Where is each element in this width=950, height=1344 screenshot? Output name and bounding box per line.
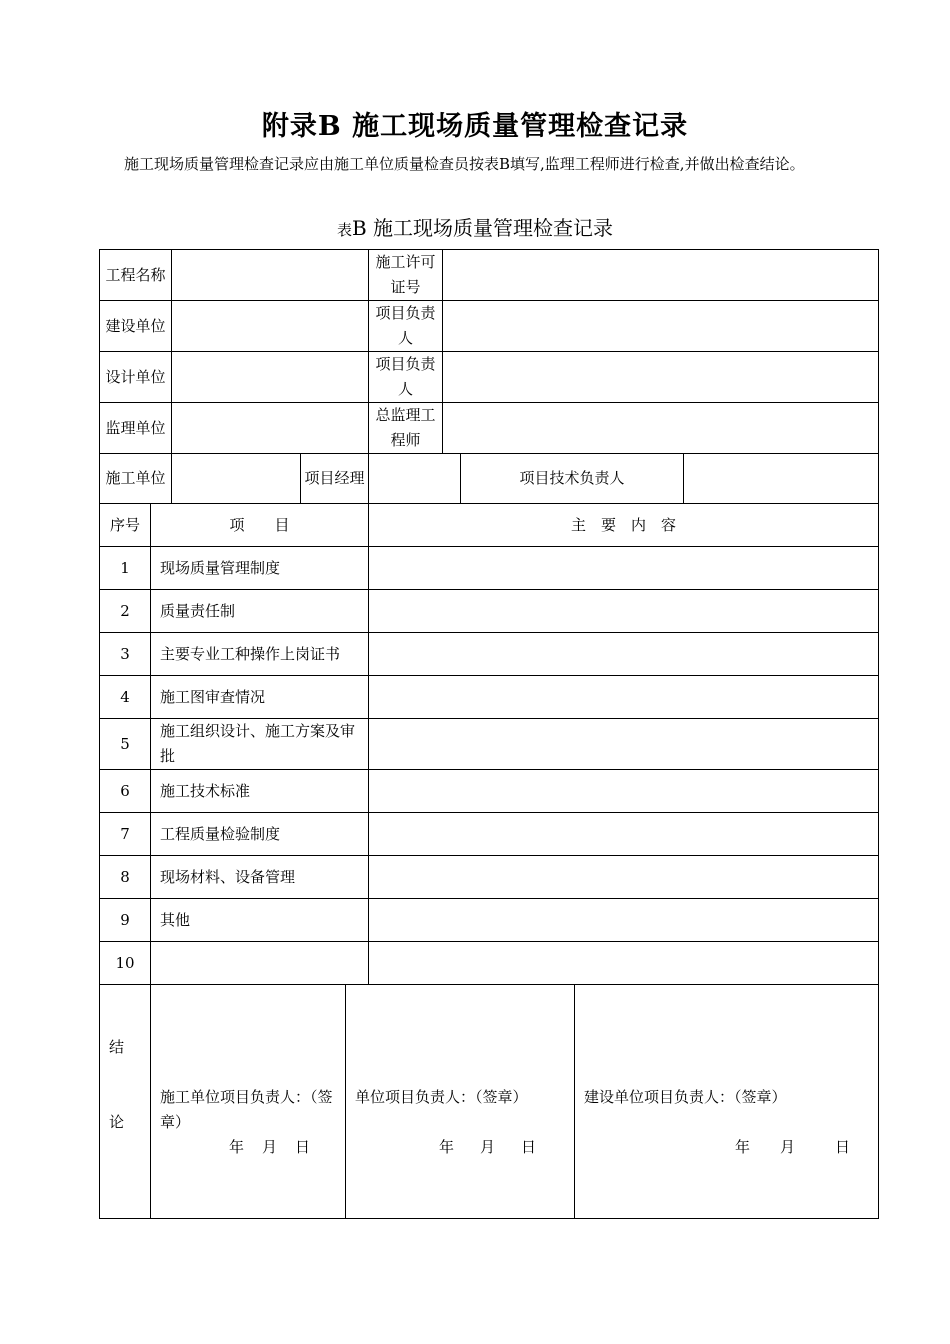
caption-prefix: 表 (336, 221, 352, 239)
date-month: 月 (780, 1138, 796, 1156)
value-project-name[interactable] (172, 250, 369, 301)
table-caption (0, 212, 950, 241)
inspection-record-table (99, 249, 878, 1219)
row-no: 6 (100, 770, 151, 813)
col-header-item: 项 目 (151, 504, 369, 547)
table-row (100, 856, 879, 899)
signature-unit-date (439, 1135, 536, 1160)
label-owner-unit: 建设单位 (100, 301, 172, 352)
value-permit-no[interactable] (443, 250, 879, 301)
label-owner-manager: 项目负责人 (369, 301, 443, 352)
row-no: 3 (100, 633, 151, 676)
table-row (100, 770, 879, 813)
row-no: 1 (100, 547, 151, 590)
row-no: 9 (100, 899, 151, 942)
signature-unit-text: 单位项目负责人：（签章） (355, 1088, 528, 1106)
conclusion-label (100, 985, 151, 1219)
date-year: 年 (439, 1138, 455, 1156)
table-row (100, 813, 879, 856)
row-no: 5 (100, 719, 151, 770)
date-day: 日 (835, 1138, 851, 1156)
value-owner-manager[interactable] (443, 301, 879, 352)
table-row (100, 942, 879, 985)
row-no: 4 (100, 676, 151, 719)
signature-construction-text: 施工单位项目负责人：（签章） (160, 1088, 333, 1131)
label-chief-supervisor: 总监理工程师 (369, 403, 443, 454)
date-month: 月 (480, 1138, 496, 1156)
row-content[interactable] (369, 676, 879, 719)
row-item: 质量责任制 (151, 590, 369, 633)
row-item: 施工技术标准 (151, 770, 369, 813)
date-day: 日 (521, 1138, 537, 1156)
label-design-unit: 设计单位 (100, 352, 172, 403)
label-permit-no: 施工许可证号 (369, 250, 443, 301)
value-supervision-unit[interactable] (172, 403, 369, 454)
value-project-manager[interactable] (369, 454, 461, 504)
date-month: 月 (262, 1138, 278, 1156)
label-supervision-unit: 监理单位 (100, 403, 172, 454)
row-content[interactable] (369, 899, 879, 942)
row-item: 其他 (151, 899, 369, 942)
value-design-unit[interactable] (172, 352, 369, 403)
date-year: 年 (229, 1138, 245, 1156)
signature-owner-date (735, 1135, 850, 1160)
row-no: 10 (100, 942, 151, 985)
row-no: 2 (100, 590, 151, 633)
table-row (100, 590, 879, 633)
table-row (100, 633, 879, 676)
label-project-manager: 项目经理 (301, 454, 369, 504)
label-tech-manager: 项目技术负责人 (461, 454, 684, 504)
date-year: 年 (735, 1138, 751, 1156)
date-day: 日 (295, 1138, 311, 1156)
row-item: 现场材料、设备管理 (151, 856, 369, 899)
row-content[interactable] (369, 590, 879, 633)
row-content[interactable] (369, 547, 879, 590)
row-no: 7 (100, 813, 151, 856)
signature-owner[interactable] (575, 985, 879, 1219)
col-header-no: 序号 (100, 504, 151, 547)
value-construction-unit[interactable] (172, 454, 301, 504)
row-item: 主要专业工种操作上岗证书 (151, 633, 369, 676)
row-content[interactable] (369, 813, 879, 856)
row-no: 8 (100, 856, 151, 899)
conclusion-label-1: 结 (109, 1038, 125, 1056)
row-content[interactable] (369, 719, 879, 770)
value-chief-supervisor[interactable] (443, 403, 879, 454)
row-item: 施工组织设计、施工方案及审批 (151, 719, 369, 770)
label-project-name: 工程名称 (100, 250, 172, 301)
row-content[interactable] (369, 770, 879, 813)
table-row (100, 676, 879, 719)
row-content[interactable] (369, 633, 879, 676)
page-title: 附录B 施工现场质量管理检查记录 (261, 111, 689, 142)
table-row (100, 719, 879, 770)
row-content[interactable] (369, 942, 879, 985)
signature-unit[interactable] (346, 985, 575, 1219)
label-design-manager: 项目负责人 (369, 352, 443, 403)
intro-paragraph: 施工现场质量管理检查记录应由施工单位质量检查员按表B填写,监理工程师进行检查,并做出检查结论。 (124, 155, 805, 173)
signature-construction[interactable] (151, 985, 346, 1219)
row-item: 工程质量检验制度 (151, 813, 369, 856)
conclusion-label-2: 论 (109, 1113, 125, 1131)
row-item (151, 942, 369, 985)
value-design-manager[interactable] (443, 352, 879, 403)
row-item: 施工图审查情况 (151, 676, 369, 719)
col-header-content: 主 要 内 容 (369, 504, 879, 547)
label-construction-unit: 施工单位 (100, 454, 172, 504)
row-item: 现场质量管理制度 (151, 547, 369, 590)
table-row (100, 899, 879, 942)
row-content[interactable] (369, 856, 879, 899)
signature-construction-date (229, 1135, 310, 1160)
caption-text: B 施工现场质量管理检查记录 (351, 216, 614, 240)
signature-owner-text: 建设单位项目负责人：（签章） (584, 1088, 787, 1106)
value-owner-unit[interactable] (172, 301, 369, 352)
value-tech-manager[interactable] (684, 454, 879, 504)
table-row (100, 547, 879, 590)
